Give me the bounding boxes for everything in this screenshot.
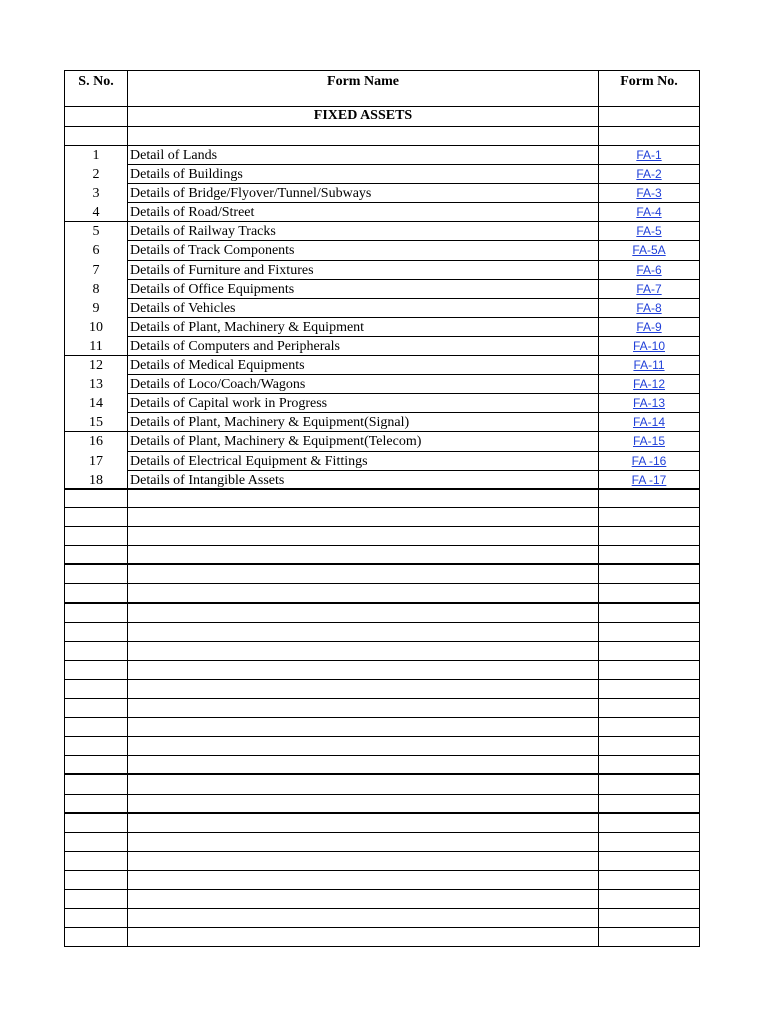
empty-cell: [128, 718, 599, 737]
row-sno: 7: [65, 261, 128, 280]
row-form-name: Details of Plant, Machinery & Equipment: [128, 318, 599, 337]
table-row: [65, 318, 700, 337]
row-form-no-cell: [599, 452, 700, 471]
table-row: [65, 356, 700, 375]
empty-row: [65, 890, 700, 909]
empty-cell: [65, 642, 128, 661]
empty-cell: [599, 737, 700, 756]
row-form-name: Details of Bridge/Flyover/Tunnel/Subways: [128, 184, 599, 203]
table-row: [65, 184, 700, 203]
empty-row: [65, 623, 700, 642]
empty-cell: [599, 584, 700, 603]
empty-cell: [599, 833, 700, 852]
row-form-name: Detail of Lands: [128, 146, 599, 165]
table-row: [65, 203, 700, 222]
empty-cell: [128, 737, 599, 756]
empty-cell: [128, 909, 599, 928]
row-form-no-cell: [599, 299, 700, 318]
empty-row: [65, 775, 700, 794]
row-sno: 17: [65, 452, 128, 471]
empty-cell: [599, 718, 700, 737]
form-link[interactable]: FA-2: [636, 167, 662, 182]
row-form-name: Details of Intangible Assets: [128, 471, 599, 490]
form-link[interactable]: FA-14: [632, 415, 665, 430]
row-form-no-cell: [599, 241, 700, 260]
row-form-no-cell: [599, 184, 700, 203]
empty-cell: [128, 756, 599, 775]
row-sno: 12: [65, 356, 128, 375]
row-form-no-cell: [599, 261, 700, 280]
row-sno: 6: [65, 241, 128, 260]
empty-cell: [599, 756, 700, 775]
table-row: [65, 432, 700, 451]
form-link[interactable]: FA-7: [636, 281, 662, 296]
form-link[interactable]: FA-12: [632, 377, 665, 392]
empty-cell: [599, 565, 700, 584]
empty-cell: [599, 814, 700, 833]
empty-row: [65, 546, 700, 565]
row-form-name: Details of Vehicles: [128, 299, 599, 318]
empty-cell: [65, 623, 128, 642]
empty-cell: [599, 527, 700, 546]
empty-cell: [65, 508, 128, 527]
empty-cell: [65, 928, 128, 947]
empty-cell: [599, 680, 700, 699]
empty-cell: [128, 852, 599, 871]
empty-cell: [65, 833, 128, 852]
empty-row: [65, 909, 700, 928]
row-form-no-cell: [599, 471, 700, 490]
empty-cell: [599, 909, 700, 928]
empty-cell: [599, 661, 700, 680]
empty-cell: [128, 814, 599, 833]
form-link[interactable]: FA-3: [636, 186, 662, 201]
form-link[interactable]: FA-13: [632, 396, 665, 411]
empty-cell: [65, 565, 128, 584]
forms-table: [64, 70, 700, 490]
row-form-no-cell: [599, 394, 700, 413]
row-form-no-cell: [599, 146, 700, 165]
empty-cell: [128, 833, 599, 852]
empty-row: [65, 584, 700, 603]
form-link[interactable]: FA-9: [636, 319, 662, 334]
row-form-no-cell: [599, 203, 700, 222]
empty-row: [65, 756, 700, 775]
row-sno: 5: [65, 222, 128, 241]
empty-cell: [599, 852, 700, 871]
empty-row: [65, 680, 700, 699]
empty-cell: [599, 623, 700, 642]
row-sno: 4: [65, 203, 128, 222]
empty-row: [65, 737, 700, 756]
empty-cell: [65, 604, 128, 623]
row-form-no-cell: [599, 222, 700, 241]
empty-cell: [128, 795, 599, 814]
row-sno: 14: [65, 394, 128, 413]
empty-cell: [65, 527, 128, 546]
empty-cell: [128, 623, 599, 642]
row-form-name: Details of Electrical Equipment & Fittings: [128, 452, 599, 471]
header-form-name: Form Name: [128, 71, 599, 107]
empty-cell: [128, 642, 599, 661]
empty-row: [65, 661, 700, 680]
empty-cell: [128, 775, 599, 794]
empty-cell: [128, 928, 599, 947]
empty-cell: [128, 489, 599, 508]
form-link[interactable]: FA-8: [636, 300, 662, 315]
form-link[interactable]: FA -17: [631, 472, 667, 487]
empty-row: [65, 718, 700, 737]
row-form-name: Details of Office Equipments: [128, 280, 599, 299]
form-link[interactable]: FA -16: [631, 453, 667, 468]
row-sno: 3: [65, 184, 128, 203]
table-row: [65, 280, 700, 299]
empty-cell: [599, 489, 700, 508]
row-form-name: Details of Plant, Machinery & Equipment(Signal): [128, 413, 599, 432]
empty-cell: [128, 565, 599, 584]
header-sno: S. No.: [65, 71, 128, 107]
row-form-name: Details of Buildings: [128, 165, 599, 184]
form-link[interactable]: FA-4: [636, 205, 662, 220]
empty-cell: [128, 699, 599, 718]
empty-row: [65, 852, 700, 871]
empty-cell: [128, 546, 599, 565]
empty-cell: [599, 928, 700, 947]
table-row: [65, 165, 700, 184]
empty-cell: [599, 775, 700, 794]
empty-cell: [599, 508, 700, 527]
empty-cell: [65, 775, 128, 794]
row-form-no-cell: [599, 375, 700, 394]
row-sno: 10: [65, 318, 128, 337]
row-sno: 11: [65, 337, 128, 356]
empty-cell: [65, 718, 128, 737]
row-form-no-cell: [599, 356, 700, 375]
row-sno: 2: [65, 165, 128, 184]
empty-cell: [65, 489, 128, 508]
row-form-name: Details of Loco/Coach/Wagons: [128, 375, 599, 394]
row-form-name: Details of Capital work in Progress: [128, 394, 599, 413]
row-form-no-cell: [599, 337, 700, 356]
table-row: [65, 452, 700, 471]
empty-cell: [65, 756, 128, 775]
table-header-row: [65, 71, 700, 107]
table-row: [65, 261, 700, 280]
form-link[interactable]: FA-1: [636, 148, 662, 162]
empty-cell: [65, 661, 128, 680]
empty-cell: [128, 661, 599, 680]
empty-rows-table: [64, 488, 700, 947]
row-form-no-cell: [599, 432, 700, 451]
empty-cell: [65, 680, 128, 699]
empty-cell: [128, 604, 599, 623]
empty-cell: [599, 890, 700, 909]
empty-cell: [599, 604, 700, 623]
empty-cell: [599, 642, 700, 661]
empty-cell: [128, 584, 599, 603]
empty-cell: [128, 508, 599, 527]
empty-row: [65, 527, 700, 546]
empty-row: [65, 871, 700, 890]
empty-row: [65, 642, 700, 661]
table-row: [65, 375, 700, 394]
row-form-name: Details of Track Components: [128, 241, 599, 260]
empty-cell: [65, 546, 128, 565]
empty-row: [65, 833, 700, 852]
form-link[interactable]: FA-11: [633, 358, 665, 373]
empty-row: [65, 489, 700, 508]
empty-cell: [128, 680, 599, 699]
form-link[interactable]: FA-10: [632, 338, 665, 353]
table-row: [65, 241, 700, 260]
row-sno: 9: [65, 299, 128, 318]
section-row: [65, 107, 700, 127]
table-row: [65, 471, 700, 490]
form-link[interactable]: FA-6: [636, 262, 662, 277]
table-body: [65, 146, 700, 490]
row-form-name: Details of Plant, Machinery & Equipment(Telecom): [128, 432, 599, 451]
table-row: [65, 413, 700, 432]
empty-cell: [65, 909, 128, 928]
row-sno: 8: [65, 280, 128, 299]
empty-cell: [65, 795, 128, 814]
row-sno: 1: [65, 146, 128, 165]
empty-row: [65, 604, 700, 623]
table-row: [65, 146, 700, 165]
row-sno: 13: [65, 375, 128, 394]
empty-cell: [65, 890, 128, 909]
empty-cell: [65, 699, 128, 718]
empty-cell: [128, 890, 599, 909]
row-form-no-cell: [599, 280, 700, 299]
row-form-name: Details of Medical Equipments: [128, 356, 599, 375]
empty-cell: [128, 871, 599, 890]
empty-cell: [599, 699, 700, 718]
row-sno: 18: [65, 471, 128, 490]
empty-cell: [65, 852, 128, 871]
empty-row: [65, 795, 700, 814]
form-link[interactable]: FA-5: [636, 224, 662, 239]
empty-cell: [599, 871, 700, 890]
row-sno: 16: [65, 432, 128, 451]
row-form-no-cell: [599, 413, 700, 432]
form-link[interactable]: FA-5A: [632, 243, 666, 258]
empty-row: [65, 814, 700, 833]
row-form-no-cell: [599, 318, 700, 337]
row-sno: 15: [65, 413, 128, 432]
empty-cell: [599, 795, 700, 814]
empty-cell: [65, 871, 128, 890]
empty-cell: [599, 546, 700, 565]
row-form-name: Details of Computers and Peripherals: [128, 337, 599, 356]
spacer-row: [65, 127, 700, 146]
section-title: FIXED ASSETS: [128, 107, 599, 127]
form-link[interactable]: FA-15: [632, 434, 665, 449]
row-form-name: Details of Furniture and Fixtures: [128, 261, 599, 280]
table-row: [65, 394, 700, 413]
row-form-no-cell: [599, 165, 700, 184]
empty-cell: [65, 737, 128, 756]
table-row: [65, 337, 700, 356]
row-form-name: Details of Road/Street: [128, 203, 599, 222]
empty-row: [65, 508, 700, 527]
empty-cell: [65, 814, 128, 833]
empty-row: [65, 928, 700, 947]
header-form-no: Form No.: [599, 71, 700, 107]
empty-row: [65, 565, 700, 584]
table-row: [65, 222, 700, 241]
empty-cell: [128, 527, 599, 546]
empty-cell: [65, 584, 128, 603]
row-form-name: Details of Railway Tracks: [128, 222, 599, 241]
empty-row: [65, 699, 700, 718]
table-row: [65, 299, 700, 318]
